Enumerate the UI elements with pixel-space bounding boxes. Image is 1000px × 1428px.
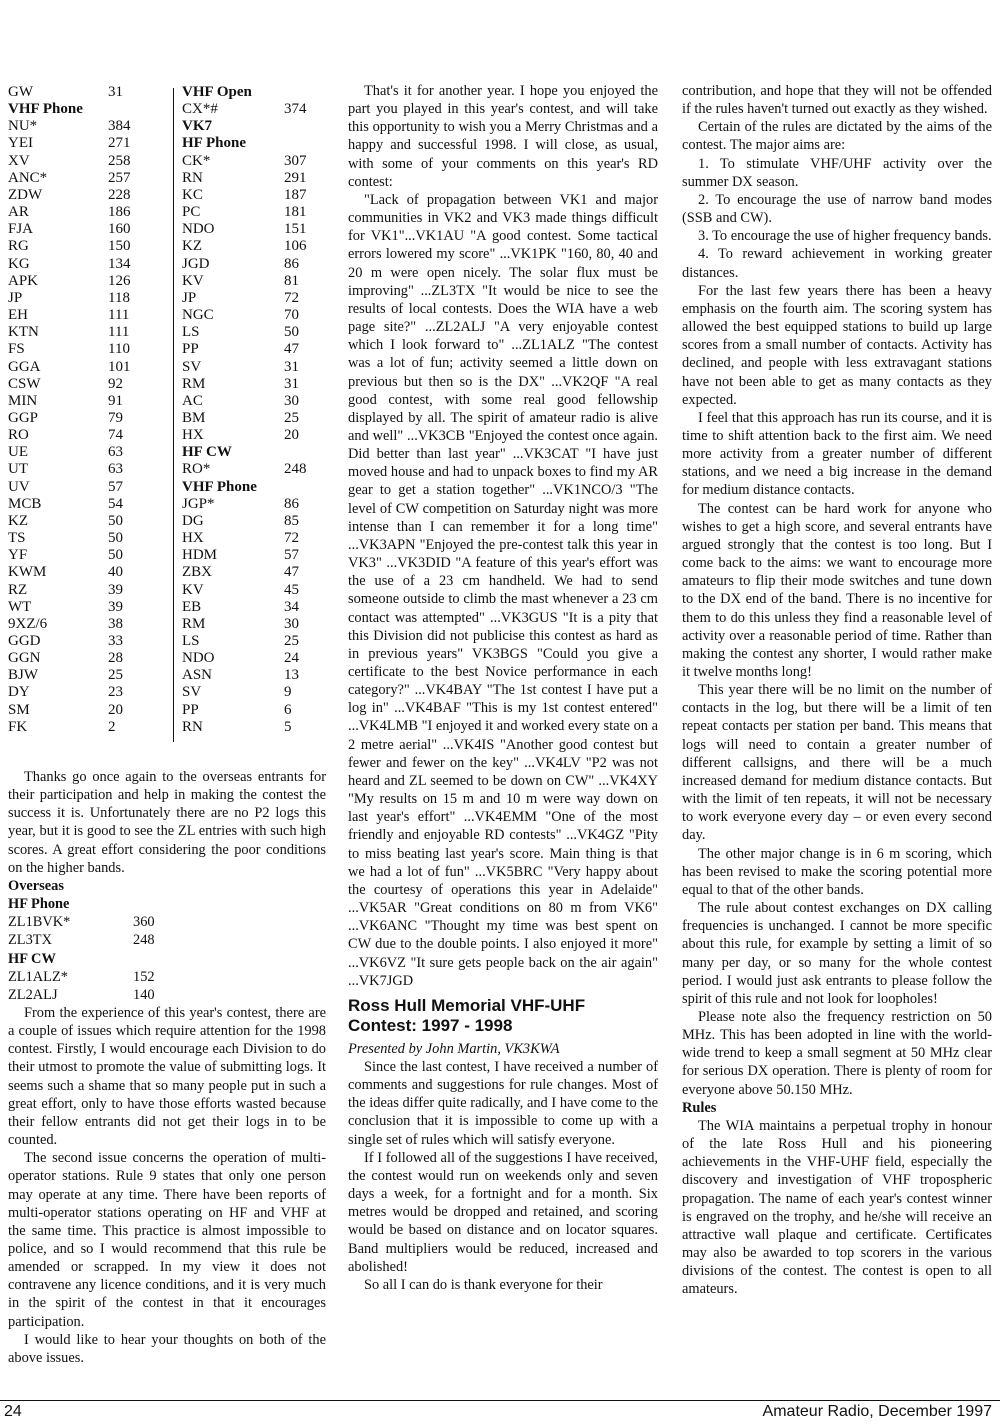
points: 85 (284, 512, 299, 529)
paragraph-frequency-restriction: Please note also the frequency restriction on 50 MHz. This has been adopted in line with the world-wide trend to keep a small segment at 50 MHz clear for serious DX operation. There is plenty of room for everyone above 50.150 MHz. (682, 1008, 992, 1098)
callsign: HDM (182, 547, 218, 564)
callsign: RO (8, 427, 29, 444)
scores-divider (173, 88, 174, 742)
callsign: RN (182, 169, 203, 186)
callsign: KG (8, 255, 30, 272)
callsign: KWM (8, 564, 47, 581)
table-row (182, 187, 328, 204)
table-row (182, 273, 328, 290)
table-row (8, 650, 158, 667)
table-row (8, 582, 158, 599)
callsign: HX (182, 530, 204, 547)
callsign: NDO (182, 221, 215, 238)
table-row (182, 582, 328, 599)
table-row (182, 650, 328, 667)
callsign: KV (182, 272, 204, 289)
points: 91 (108, 392, 123, 409)
callsign: LS (182, 324, 200, 341)
callsign: SV (182, 358, 202, 375)
paragraph-intro: That's it for another year. I hope you enjoyed the part you played in this year's contest, and will take this opportunity to wish you a Merry Christmas and a happy and successful 1998. I will close, as usual, with some of your comments on this year's RD contest: (348, 83, 658, 190)
callsign: EB (182, 598, 202, 615)
points: 152 (133, 968, 155, 985)
aim-item: 1. To stimulate VHF/UHF activity over the summer DX season. (682, 155, 992, 190)
paragraph-last-few-years: For the last few years there has been a heavy emphasis on the fourth aim. The scoring system has allowed the best equipped stations to build up large scores from a small number of contacts. Activity has declined, and people with less extravagant stations have not been able to get as many contacts as they expected. (682, 282, 992, 408)
points: 258 (108, 152, 131, 169)
table-row (182, 496, 328, 513)
points: 50 (108, 530, 123, 547)
points: 186 (108, 204, 131, 221)
callsign: ZL3TX (8, 932, 52, 949)
callsign: EH (8, 307, 28, 324)
callsign: KC (182, 186, 203, 203)
table-row (8, 667, 158, 684)
points: 72 (284, 289, 299, 306)
footer-rule (0, 1400, 1000, 1401)
callsign: YEI (8, 135, 33, 152)
table-row (8, 913, 326, 931)
callsign: JGP* (182, 495, 215, 512)
paragraph-approach: I feel that this approach has run its course, and it is time to shift attention back to the first aim. We need more activity from a greater number of different stations, and we need a big increase in the demand for medium distance contacts. (682, 409, 992, 499)
table-row (182, 530, 328, 547)
points: 106 (284, 238, 307, 255)
callsign: NDO (182, 650, 215, 667)
table-row (8, 256, 158, 273)
callsign: KZ (182, 238, 202, 255)
paragraph-thoughts: I would like to hear your thoughts on both of the above issues. (8, 1331, 326, 1366)
paragraph-comments: "Lack of propagation between VK1 and major communities in VK2 and VK3 made things difficult for VK1"...VK1AU "A good contest. Some tactical errors lowered my score" ...VK1PK "160, 80, 40 and 20 m were open nicely. The solar flux must be improving" ...ZL3TX "It would be nice to see the results of local contests. Does the WIA have a web page site?" ...ZL2ALJ "A very enjoyable contest which I look forward to" ...ZL1ALZ "The contest was a lot of fun; activity seemed a little down on previous but then so is the DX" ...VK2QF "A real good contest, with some real good fellowship displayed by all. The spirit of amateur radio is alive and well" ...VK3CB "Enjoyed the contest once again. Did better than last year" ...VK3CAT "I have just moved house and had to unpack boxes to find my AR gear to get a station together" ...VK1NCO/3 "The level of CW competition on Saturday night was more intense than I can remember it for a long time" ...VK3APN "Enjoyed the pre-contest talk this year in VK3" ...VK3DID "A feature of this year's effort was the use of a 23 cm handheld. We had to send someone outside to climb the mast whenever a 23 cm contact was attempted" ...VK3GUS "It is a pity that this Division did not publicise this contest as hard as in previous years" VK3BGS "Could you give a certificate to the best Novice performance in each category?" ...VK4BAY "The 1st contest I have put a log in" ...VK4BAF "This is my 1st contest entered" ...VK4LMB "I enjoyed it and worked every state on a 2 metre aerial" ...VK4IS "Another good contest but fewer and fewer on the key" ...VK4LV "P2 was not heard and ZL seemed to be down on CW" ...VK4XY "My results on 15 m and 10 m were way down on last year's effort" ...VK4EMM "One of the most friendly and enjoyable RD contests" ...VK4GZ "Pity to miss beating last year's score. Main thing is that we had a lot of fun" ...VK5BRC "Very happy about the courtesy of operations this year in Adelaide" ...VK5AR "Great conditions on 80 m from VK6" ...VK6ANC "Thought my time was best spent on CW due to the double points. I also enjoyed it more" ...VK6VZ "It sure gets people back on the air again" ...VK7JGD (348, 191, 658, 989)
table-row (182, 410, 328, 427)
points: 20 (284, 427, 299, 444)
table-row (8, 410, 158, 427)
callsign: 9XZ/6 (8, 615, 48, 632)
points: 50 (108, 512, 123, 529)
points: 291 (284, 169, 307, 186)
callsign: FK (8, 718, 28, 735)
points: 140 (133, 986, 155, 1003)
table-row (182, 221, 328, 238)
callsign: KZ (8, 512, 28, 529)
callsign: FS (8, 341, 25, 358)
aim-item: 3. To encourage the use of higher frequency bands. (698, 228, 992, 245)
overseas-hf-cw-table (8, 968, 326, 1004)
points: 40 (108, 564, 123, 581)
table-row (182, 719, 328, 736)
points: 24 (284, 650, 299, 667)
callsign: ZDW (8, 186, 43, 203)
table-row (8, 461, 158, 478)
callsign: YF (8, 547, 28, 564)
table-row (8, 684, 158, 701)
callsign: FJA (8, 221, 34, 238)
points: 118 (108, 289, 130, 306)
points: 151 (284, 221, 307, 238)
column-3 (682, 82, 992, 1298)
overseas-hf-cw-heading: HF CW (8, 950, 56, 967)
points: 187 (284, 186, 307, 203)
table-row (182, 513, 328, 530)
callsign: DY (8, 684, 30, 701)
callsign: SM (8, 701, 30, 718)
table-row (8, 324, 158, 341)
table-row (8, 564, 158, 581)
callsign: NGC (182, 307, 214, 324)
points: 30 (284, 615, 299, 632)
points: 360 (133, 914, 155, 931)
aim-item: 2. To encourage the use of narrow band modes (SSB and CW). (682, 191, 992, 227)
points: 23 (108, 684, 123, 701)
paragraph-hard-work: The contest can be hard work for anyone who wishes to get a high score, and several entrants have argued strongly that the contest is too long. But I come back to the aims: we want to encourage more amateurs to flip their mode switches and tune down to the DX end of the band. There is no incentive for them to do this unless they find a reasonable level of activity over a reasonable period of time. Rather than making the contest any shorter, I would rather make it twelve months long! (682, 500, 992, 680)
callsign: ASN (182, 667, 213, 684)
overseas-hf-phone-table (8, 913, 326, 949)
table-row (8, 153, 158, 170)
points: 384 (108, 118, 131, 135)
table-row (8, 530, 158, 547)
points: 6 (284, 701, 292, 718)
callsign: KV (182, 581, 204, 598)
table-row (182, 170, 328, 187)
table-row (182, 684, 328, 701)
callsign: JP (8, 289, 23, 306)
callsign: GGP (8, 409, 39, 426)
points: 70 (284, 307, 299, 324)
callsign: UT (8, 461, 28, 478)
callsign: PP (182, 341, 199, 358)
callsign: NU* (8, 118, 38, 135)
points: 9 (284, 684, 292, 701)
rules-heading: Rules (682, 1099, 717, 1116)
points: 248 (284, 461, 307, 478)
overseas-hf-phone-heading: HF Phone (8, 896, 70, 913)
points: 160 (108, 221, 131, 238)
points: 86 (284, 495, 299, 512)
points: 13 (284, 667, 299, 684)
points: 86 (284, 255, 299, 272)
table-row (8, 986, 326, 1004)
points: 45 (284, 581, 299, 598)
table-row (182, 427, 328, 444)
callsign: UV (8, 478, 30, 495)
table-row (182, 359, 328, 376)
points: 47 (284, 341, 299, 358)
points: 257 (108, 169, 131, 186)
table-row (182, 307, 328, 324)
callsign: CK* (182, 152, 211, 169)
table-row (182, 290, 328, 307)
table-row (182, 616, 328, 633)
points: 50 (284, 324, 299, 341)
points: 38 (108, 615, 123, 632)
table-row (8, 616, 158, 633)
callsign: ZL1ALZ* (8, 968, 68, 985)
magazine-issue: Amateur Radio, December 1997 (762, 1403, 992, 1420)
callsign: KTN (8, 324, 39, 341)
table-row (8, 273, 158, 290)
table-row (182, 238, 328, 255)
points: 57 (284, 547, 299, 564)
points: 25 (284, 633, 299, 649)
callsign: UE (8, 444, 28, 461)
table-row (182, 667, 328, 684)
callsign: RO* (182, 461, 211, 478)
points: 307 (284, 152, 307, 169)
points: 2 (108, 718, 116, 735)
callsign: AR (8, 204, 29, 221)
paragraph-thanks: Thanks go once again to the overseas entrants for their participation and help in making the contest the success it is. Unfortunately there are no P2 logs this year, but it is good to see the ZL entries with such high scores. A great effort considering the poor conditions on the higher bands. (8, 769, 326, 876)
callsign: RG (8, 238, 29, 255)
points: 39 (108, 581, 123, 598)
table-row (182, 547, 328, 564)
table-row (182, 153, 328, 170)
callsign: DG (182, 512, 204, 529)
category-heading: VHF Phone (8, 101, 83, 118)
table-row (182, 341, 328, 358)
aim-item: 4. To reward achievement in working greater distances. (682, 246, 992, 281)
table-row (182, 376, 328, 393)
points: 134 (108, 255, 131, 272)
points: 34 (284, 598, 299, 615)
table-row (8, 170, 158, 187)
callsign: BM (182, 409, 206, 426)
table-row (8, 633, 158, 650)
table-row (8, 135, 158, 152)
points: 50 (108, 547, 123, 564)
table-row (8, 513, 158, 530)
points: 31 (284, 375, 299, 392)
table-row (8, 359, 158, 376)
column-2 (348, 82, 658, 1294)
points: 54 (108, 495, 123, 512)
scores-table (8, 84, 328, 749)
table-row (8, 341, 158, 358)
table-row (8, 204, 158, 221)
callsign: PC (182, 204, 201, 221)
callsign: TS (8, 530, 26, 547)
table-row (182, 256, 328, 273)
points: 72 (284, 530, 299, 547)
table-row (8, 599, 158, 616)
callsign: AC (182, 392, 203, 409)
paragraph-rules: The WIA maintains a perpetual trophy in honour of the late Ross Hull and his pioneering achievements in the VHF-UHF field, especially the discovery and investigation of VHF tropospheric propagation. The name of each year's contest winner is engraved on the trophy, and he/she will receive an attractive wall plaque and certificate. Certificates may also be awarded to top scorers in the various divisions of the contest. The contest is open to all amateurs. (682, 1117, 992, 1298)
points: 81 (284, 272, 299, 289)
table-row (8, 547, 158, 564)
paragraph-dx-frequencies: The rule about contest exchanges on DX calling frequencies is unchanged. I cannot be more specific about this rule, for example by setting a limit of so many per day, or so many for the whole contest period. I would just ask entrants to please follow the spirit of this rule and not look for loopholes! (682, 900, 992, 1007)
callsign: XV (8, 152, 30, 169)
callsign: HX (182, 427, 204, 444)
points: 374 (284, 101, 307, 118)
table-row (8, 496, 158, 513)
table-row (8, 118, 158, 135)
points: 110 (108, 341, 130, 358)
table-row (8, 187, 158, 204)
table-row (8, 444, 158, 461)
callsign: MIN (8, 392, 38, 409)
paragraph-since: Since the last contest, I have received a number of comments and suggestions for rule changes. Most of the ideas differ quite radically, and I have come to the conclusion that it is impossible to come up with a single set of rules which will satisfy everyone. (348, 1058, 658, 1148)
points: 31 (284, 358, 299, 375)
callsign: PP (182, 701, 199, 718)
table-row (182, 324, 328, 341)
paragraph-aims: Certain of the rules are dictated by the aims of the contest. The major aims are: (682, 119, 992, 154)
table-row (8, 84, 158, 101)
page-number: 24 (4, 1403, 22, 1420)
category-heading: VHF Open (182, 84, 252, 100)
points: 92 (108, 375, 123, 392)
table-row (8, 479, 158, 496)
table-row (182, 633, 328, 650)
table-row (182, 204, 328, 221)
callsign: GGN (8, 650, 41, 667)
points: 63 (108, 444, 123, 461)
points: 25 (108, 667, 123, 684)
callsign: RM (182, 615, 206, 632)
points: 28 (108, 650, 123, 667)
points: 63 (108, 461, 123, 478)
points: 181 (284, 204, 307, 221)
table-row (8, 221, 158, 238)
table-row (182, 461, 328, 478)
callsign: ZL2ALJ (8, 986, 58, 1003)
points: 30 (284, 392, 299, 409)
table-row (182, 393, 328, 410)
table-row (8, 238, 158, 255)
table-row (8, 427, 158, 444)
callsign: JGD (182, 255, 210, 272)
callsign: GGA (8, 358, 41, 375)
callsign: RN (182, 718, 203, 735)
paragraph-so: So all I can do is thank everyone for their (364, 1276, 603, 1293)
table-row (8, 393, 158, 410)
callsign: APK (8, 272, 39, 289)
callsign: ANC* (8, 169, 48, 186)
category-heading: VHF Phone (182, 478, 257, 495)
callsign: SV (182, 684, 202, 701)
article-title: Ross Hull Memorial VHF-UHF Contest: 1997 - 1998 (348, 995, 586, 1035)
points: 228 (108, 186, 131, 203)
points: 20 (108, 701, 123, 718)
table-row (182, 101, 328, 118)
table-row (8, 290, 158, 307)
paragraph-second-issue: The second issue concerns the operation of multi-operator stations. Rule 9 states that only one person may operate at any time. There have been reports of multi-operator stations operating on HF and VHF at the same time. This practice is almost impossible to police, and so I would recommend that this rule be amended or scrapped. In my view it does not contravene any licence conditions, and it is very much in the spirit of the contest in that it encourages participation. (8, 1150, 326, 1330)
points: 101 (108, 358, 131, 375)
points: 39 (108, 598, 123, 615)
category-heading: HF CW (182, 444, 232, 461)
paragraph-if: If I followed all of the suggestions I have received, the contest would run on weekends only and seven days a week, for a fortnight and for a month. Six metres would be dropped and retained, and scoring would be based on distance and on locator squares. Band multipliers would be reduced, increased and abolished! (348, 1149, 658, 1275)
paragraph-continued: contribution, and hope that they will not be offended if the rules haven't turned out exactly as they wished. (682, 83, 992, 118)
points: 111 (108, 324, 130, 341)
callsign: BJW (8, 667, 38, 684)
overseas-heading: Overseas (8, 877, 64, 894)
callsign: CX*# (182, 101, 218, 118)
points: 150 (108, 238, 131, 255)
category-heading: VK7 (182, 118, 212, 135)
table-row (182, 599, 328, 616)
points: 111 (108, 307, 130, 324)
scores-right-column (182, 84, 328, 736)
callsign: MCB (8, 495, 42, 512)
paragraph-6m-scoring: The other major change is in 6 m scoring, which has been revised to make the scoring potential more equal to that of the other bands. (682, 845, 992, 898)
points: 126 (108, 272, 131, 289)
callsign: ZBX (182, 564, 212, 581)
category-heading: HF Phone (182, 135, 247, 152)
table-row (8, 719, 158, 736)
table-row (8, 702, 158, 719)
points: 47 (284, 564, 299, 581)
points: 57 (108, 478, 123, 495)
callsign: JP (182, 289, 197, 306)
table-row (182, 702, 328, 719)
callsign: GW (8, 84, 33, 100)
callsign: RZ (8, 581, 28, 598)
callsign: RM (182, 375, 206, 392)
callsign: CSW (8, 375, 41, 392)
table-row (182, 564, 328, 581)
callsign: WT (8, 598, 32, 615)
points: 79 (108, 409, 123, 426)
article-byline: Presented by John Martin, VK3KWA (348, 1040, 560, 1057)
callsign: GGD (8, 633, 41, 649)
table-row (8, 307, 158, 324)
points: 5 (284, 718, 292, 735)
table-row (8, 376, 158, 393)
points: 25 (284, 409, 299, 426)
paragraph-no-limit: This year there will be no limit on the number of contacts in the log, but there will be a limit of ten repeat contacts per station per band. This means that logs will need to contain a greater number of different callsigns, and there will be a much increased demand for medium distance contacts. But with the limit of ten repeats, it will not be necessary to work everyone every day – or even every second day. (682, 682, 992, 844)
points: 33 (108, 633, 123, 649)
table-row (8, 931, 326, 949)
column-1 (8, 768, 326, 1367)
callsign: LS (182, 633, 200, 649)
points: 248 (133, 932, 155, 949)
points: 31 (108, 84, 123, 100)
paragraph-experience: From the experience of this year's contest, there are a couple of issues which require attention for the 1998 contest. Firstly, I would encourage each Division to do their utmost to promote the value of submitting logs. It seems such a shame that so many people put in such a great effort, only to have those efforts wasted because their fellow entrants did not get their logs in to be counted. (8, 1004, 326, 1149)
callsign: ZL1BVK* (8, 914, 71, 931)
points: 271 (108, 135, 131, 152)
scores-left-column (8, 84, 158, 736)
table-row (8, 968, 326, 986)
points: 74 (108, 427, 123, 444)
